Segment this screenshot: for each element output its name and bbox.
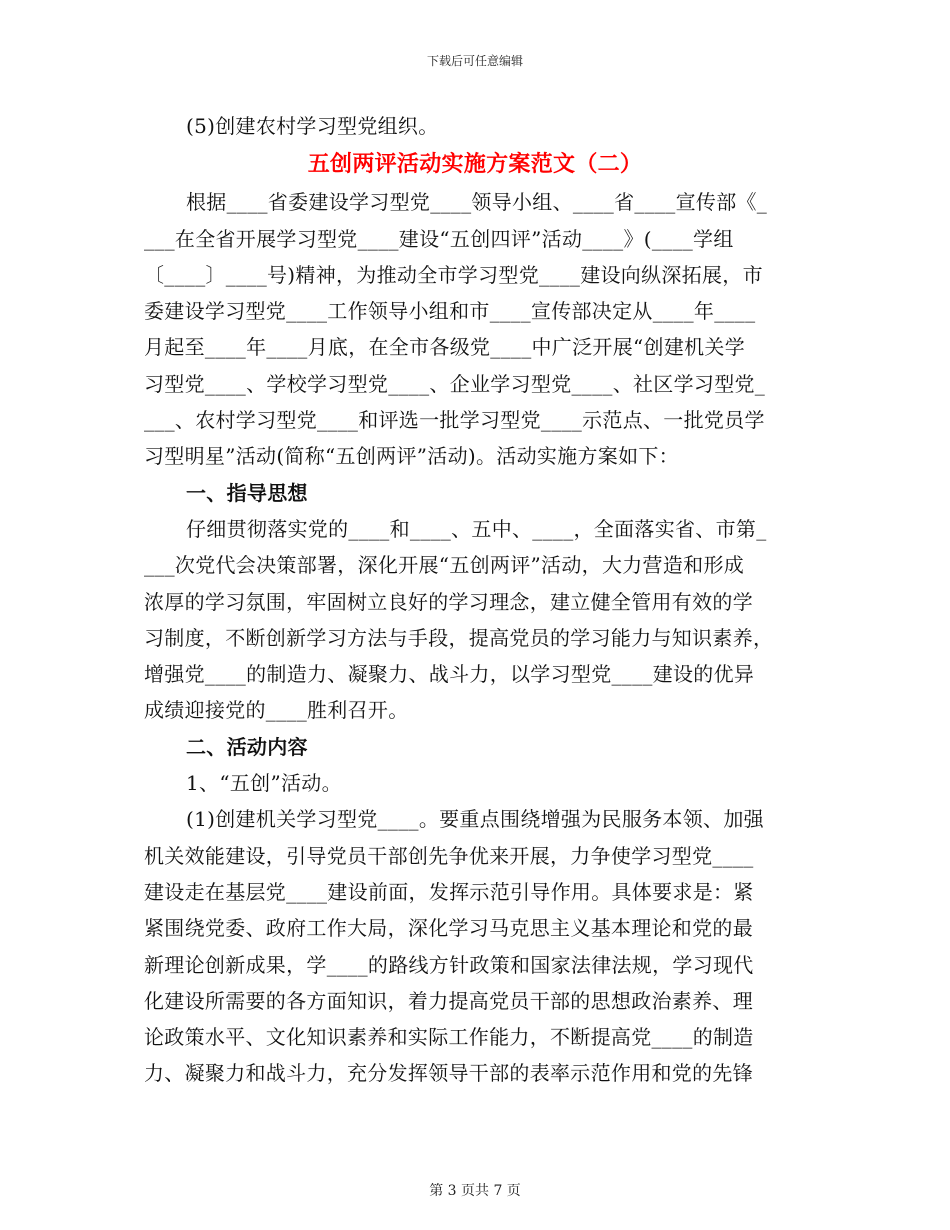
paragraph-line: 成绩迎接党的____胜利召开。 xyxy=(144,698,409,723)
paragraph-line: (5)创建农村学习型党组织。 xyxy=(186,114,439,138)
paragraph-line: 化建设所需要的各方面知识，着力提高党员干部的思想政治素养、理 xyxy=(144,988,753,1013)
paragraph-line: 力、凝聚力和战斗力，充分发挥领导干部的表率示范作用和党的先锋 xyxy=(144,1061,753,1086)
paragraph-line: 仔细贯彻落实党的____和____、五中、____，全面落实省、市第_ xyxy=(186,516,767,541)
paragraph-line: 月起至____年____月底，在全市各级党____中广泛开展“创建机关学 xyxy=(144,335,746,360)
paragraph-line: 增强党____的制造力、凝聚力、战斗力，以学习型党____建设的优异 xyxy=(144,662,755,687)
paragraph-line: ___次党代会决策部署，深化开展“五创两评”活动，大力营造和形成 xyxy=(144,553,745,578)
paragraph-line: 习制度，不断创新学习方法与手段，提高党员的学习能力与知识素养， xyxy=(144,625,774,650)
paragraph-line: 根据____省委建设学习型党____领导小组、____省____宣传部《_ xyxy=(186,190,768,215)
document-body xyxy=(144,108,806,1092)
paragraph-line: 论政策水平、文化知识素养和实际工作能力，不断提高党____的制造 xyxy=(144,1025,754,1050)
paragraph-line: 紧围绕党委、政府工作大局，深化学习马克思主义基本理论和党的最 xyxy=(144,916,753,941)
page-footer: 第 3 页共 7 页 xyxy=(429,1183,521,1199)
section-heading: 一、指导思想 xyxy=(186,480,308,505)
section-heading: 二、活动内容 xyxy=(186,734,308,759)
paragraph-line: 机关效能建设，引导党员干部创先争优来开展，力争使学习型党____ xyxy=(144,843,754,868)
paragraph-line: 习型明星”活动(简称“五创两评”活动)。活动实施方案如下： xyxy=(144,444,679,469)
page-header: 下载后可任意编辑 xyxy=(426,54,523,68)
paragraph-line: 习型党____、学校学习型党____、企业学习型党____、社区学习型党_ xyxy=(144,371,766,396)
paragraph-line: 建设走在基层党____建设前面，发挥示范引导作用。具体要求是：紧 xyxy=(144,879,754,904)
paragraph-line: ___在全省开展学习型党____建设“五创四评”活动____》(____学组 xyxy=(144,226,734,251)
subsection-heading: 1、“五创”活动。 xyxy=(186,771,342,796)
document-title: 五创两评活动实施方案范文（二） xyxy=(307,151,643,178)
paragraph-line: 浓厚的学习氛围，牢固树立良好的学习理念，建立健全管用有效的学 xyxy=(144,589,753,614)
paragraph-line: 〔____〕____号)精神，为推动全市学习型党____建设向纵深拓展，市 xyxy=(144,262,763,287)
paragraph-line: 委建设学习型党____工作领导小组和市____宣传部决定从____年____ xyxy=(144,299,756,324)
paragraph-line: (1)创建机关学习型党____。要重点围绕增强为民服务本领、加强 xyxy=(186,807,764,832)
paragraph-line: 新理论创新成果，学____的路线方针政策和国家法律法规，学习现代 xyxy=(144,952,754,977)
paragraph-line: ___、农村学习型党____和评选一批学习型党____示范点、一批党员学 xyxy=(144,408,765,433)
